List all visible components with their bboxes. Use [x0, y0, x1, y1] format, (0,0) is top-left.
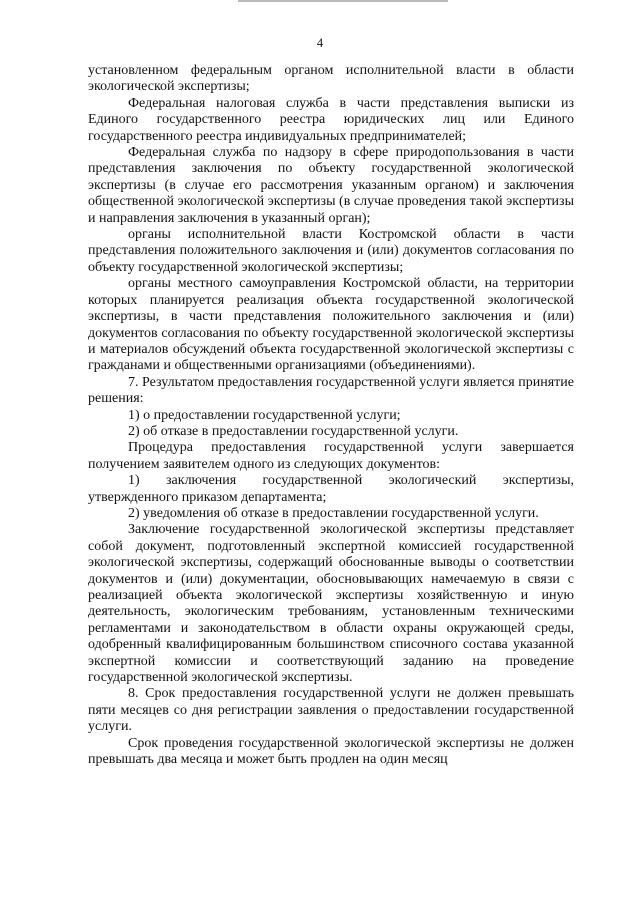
paragraph: 7. Результатом предоставления государственной услуги является принятие решения: [88, 374, 574, 407]
page-number: 4 [316, 36, 324, 50]
paragraph: Федеральная налоговая служба в части представления выписки из Единого государственного реестра юридических лиц или Единого государственного реестра индивидуальных предпринимателей; [88, 95, 574, 144]
paragraph: органы исполнительной власти Костромской области в части представления положительного заключения и (или) документов согласования по объекту государственной экологической экспертизы; [88, 227, 574, 275]
paragraph: Заключение государственной экологической экспертизы представляет собой документ, подготовленный экспертной комиссией государственной экологической экспертизы, содержащий обоснованные выводы о соответствии документов и (или) документации, обосновывающих намечаемую в связи с реализацией объекта экологической экспертизы хозяйственную и иную деятельность, экологическим требованиям, установленным техническими регламентами и законодательством в области охраны окружающей среды, одобренный квалифицированным большинством списочного состава указанной экспертной комиссии и соответствующий заданию на проведение государственной экологической экспертизы. [88, 522, 574, 686]
paragraph: органы местного самоуправления Костромской области, на территории которых планируется реализация объекта государственной экологической экспертизы, в части представления положительного заключения и (или) документов согласования по объекту государственной экологической экспертизы и материалов обсуждений объекта государственной экологической экспертизы с гражданами и общественными организациями (объединениями). [88, 276, 574, 374]
document-body [88, 63, 574, 768]
paragraph: Срок проведения государственной экологической экспертизы не должен превышать два месяца и может быть продлен на один месяц [88, 735, 574, 768]
paragraph: 2) об отказе в предоставлении государственной услуги. [128, 423, 459, 439]
paragraph: 2) уведомления об отказе в предоставлении государственной услуги. [128, 505, 539, 521]
paragraph: 1) о предоставлении государственной услуги; [128, 407, 401, 423]
scan-artifact-line [238, 0, 448, 2]
paragraph: Федеральная служба по надзору в сфере природопользования в части представления заключения по объекту государственной экологической экспертизы (в случае его рассмотрения указанным органом) и заключения общественной экологической экспертизы (в случае проведения такой экспертизы и направления заключения в указанный орган); [88, 145, 574, 226]
paragraph: Процедура предоставления государственной услуги завершается получением заявителем одного из следующих документов: [88, 440, 574, 472]
paragraph: установленном федеральным органом исполнительной власти в области экологической экспертизы; [88, 63, 574, 95]
paragraph: 1) заключения государственной экологический экспертизы, утвержденного приказом департамента; [88, 473, 574, 505]
paragraph: 8. Срок предоставления государственной услуги не должен превышать пяти месяцев со дня регистрации заявления о предоставлении государственной услуги. [88, 686, 574, 735]
